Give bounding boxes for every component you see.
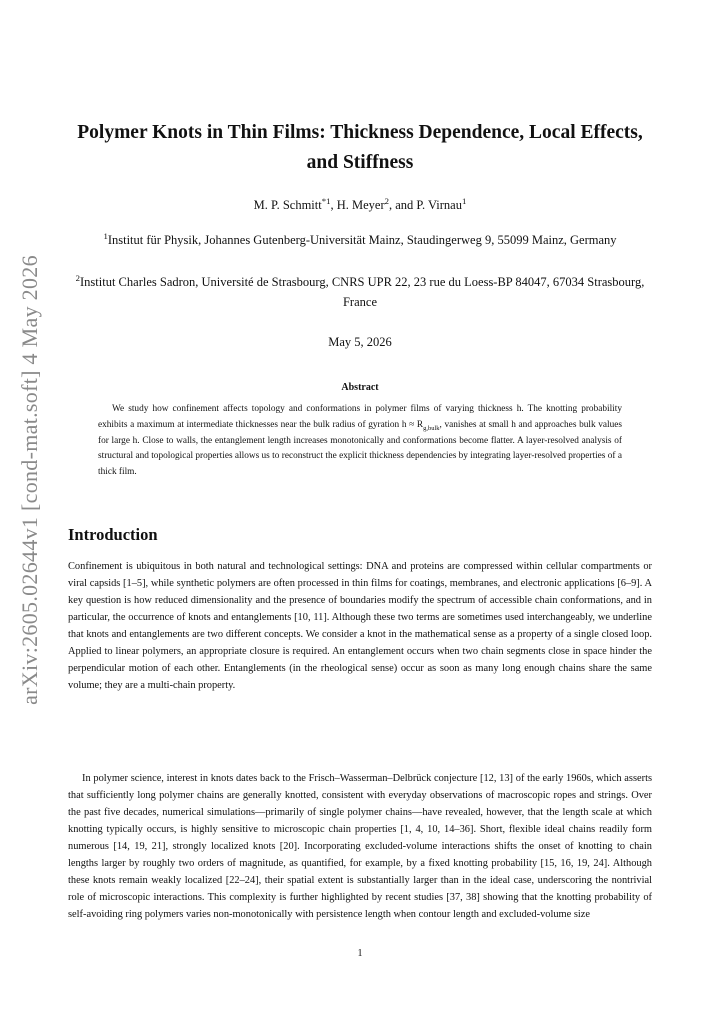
affiliation-1-text: Institut für Physik, Johannes Gutenberg-Universität Mainz, Staudingerweg 9, 55099 Mainz, Germany bbox=[107, 233, 617, 247]
affiliation-1-sup: 1 bbox=[103, 230, 108, 241]
intro-paragraph-1: Confinement is ubiquitous in both natural and technological settings: DNA and proteins are compressed within cellular compartments or viral capsids [1–5], while synthetic polymers are often processed in thin films for coatings, membranes, and electronic applications [6–9]. A key question is how reduced dimensionality and the presence of boundaries modify the spectrum of accessible chain conformations, and in particular, the occurrence of knots and entanglements [10, 11]. Although these two terms are sometimes used interchangeably, we underline that knots and entanglements are two different concepts. We consider a knot in the mathematical sense as a property of a single closed loop. Applied to linear polymers, an appropriate closure is required. An entanglement occurs when two chain segments close in space hinder the perpendicular motion of each other. Entanglements (in the rheological sense) occur as soon as many long enough chains share the same volume; they are a multi-chain property. bbox=[68, 561, 652, 691]
abstract-text-1: We study how confinement affects topology and conformations in polymer films of varying thickness h. The knotting probability exhibits a maximum at intermediate thicknesses near the bulk radius of gyration h ≈ R bbox=[98, 404, 622, 430]
author-3-sup: 1 bbox=[461, 195, 467, 206]
paper-title: Polymer Knots in Thin Films: Thickness Dependence, Local Effects, and Stiffness bbox=[77, 122, 643, 173]
affiliation-2-text: Institut Charles Sadron, Université de Strasbourg, CNRS UPR 22, 23 rue du Loess-BP 84047, 67034 Strasbourg, France bbox=[80, 275, 645, 309]
affiliation-1 bbox=[68, 230, 652, 250]
author-list bbox=[68, 195, 652, 213]
affiliation-2-sup: 2 bbox=[75, 272, 81, 283]
page-number: 1 bbox=[357, 948, 363, 959]
author-3: , and P. Virnau bbox=[389, 198, 462, 212]
abstract-text-2: , vanishes at small h and approaches bulk values for large h. Close to walls, the entanglement length increases monotonically and conformations become flatter. A layer-resolved analysis of structural and topological properties allows us to reconstruct the explicit thickness dependencies by integrating layer-resolved properties of a thick film. bbox=[98, 419, 622, 478]
intro-paragraph-2: In polymer science, interest in knots dates back to the Frisch–Wasserman–Delbrück conjecture [12, 13] of the early 1960s, which asserts that sufficiently long polymer chains are generally knotted, consistent with everyday observations of macroscopic ropes and strings. Over the past five decades, numerical simulations—primarily of single polymer chains—have revealed, however, that the length scale at which knotting typically occurs, is highly sensitive to microscopic chain properties [1, 4, 10, 14–36]. Short, flexible ideal chains readily form numerous [14, 19, 21], strongly localized knots [20]. Incorporating excluded-volume interactions shifts the onset of knotting to chain lengths larger by roughly two orders of magnitude, as quantified, for example, by a fixed knotting probability [15, 16, 19, 24]. Although these knots remain weakly localized [22–24], their spatial extent is substantially larger than in the ideal case, underscoring the nontrivial role of microscopic interactions. This complexity is further highlighted by recent studies [37, 38] showing that the knotting probability of self-avoiding ring polymers varies non-monotonically with persistence length when contour length and excluded-volume size bbox=[68, 773, 652, 920]
author-1-sup: *1 bbox=[321, 195, 331, 206]
author-2-sup: 2 bbox=[384, 195, 389, 206]
arxiv-id-text: arXiv:2605.02644v1 [cond-mat.soft] 4 May 2026 bbox=[17, 255, 42, 705]
author-2: , H. Meyer bbox=[330, 198, 385, 212]
abstract-body bbox=[98, 402, 622, 481]
abstract-heading: Abstract bbox=[341, 382, 379, 393]
section-heading-introduction: Introduction bbox=[68, 525, 158, 544]
affiliation-2 bbox=[68, 272, 652, 312]
abstract-subscript: g,bulk bbox=[423, 424, 440, 432]
paper-date: May 5, 2026 bbox=[328, 335, 392, 349]
arxiv-identifier bbox=[12, 250, 48, 710]
author-1: M. P. Schmitt bbox=[253, 198, 322, 212]
